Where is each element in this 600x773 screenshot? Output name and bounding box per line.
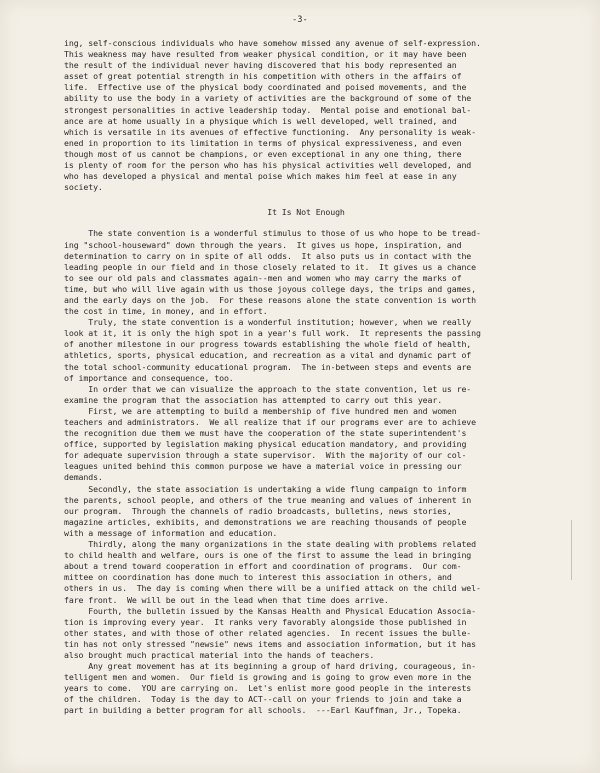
text-line: ened in proportion to its limitation in terms of physical expressiveness, and even [64, 137, 462, 148]
text-line: leading people in our field and in those closely related to it. It gives us a chance [64, 261, 476, 272]
page-number: -3- [292, 14, 308, 24]
page-edge-mark [571, 520, 572, 580]
text-line: athletics, sports, physical education, and recreation as a vital and dynamic part of [64, 350, 472, 361]
text-line: Truly, the state convention is a wonderful institution; however, when we really [64, 317, 472, 328]
paragraph [64, 606, 548, 661]
text-line: leagues united behind this common purpose we have a material voice in pressing our [64, 461, 462, 472]
text-line: Secondly, the state association is undertaking a wide flung campaign to inform [64, 483, 467, 494]
text-line: determination to carry on in spite of all odds. It also puts us in contact with the [64, 250, 472, 261]
text-line: tin has not only stressed "newsie" news items and association information, but it has [64, 638, 476, 649]
paragraph [64, 384, 548, 406]
text-line: of the children. Today is the day to ACT--call on your friends to join and take a [64, 694, 462, 705]
text-line: our program. Through the channels of radio broadcasts, bulletins, news stories, [64, 505, 452, 516]
text-line: This weakness may have resulted from weaker physical condition, or it may have been [64, 49, 467, 60]
text-line: teachers and administrators. We all realize that if our programs ever are to achieve [64, 417, 476, 427]
text-line: with a message of information and education. [64, 527, 278, 538]
text-line: Any great movement has at its beginning a group of hard driving, courageous, in- [64, 661, 476, 672]
text-line: part in building a better program for all schools. ---Earl Kauffman, Jr., Topeka. [64, 705, 462, 716]
text-line: to child health and welfare, ours is one of the first to assume the lead in bringing [64, 550, 472, 561]
text-line: fare front. We will be out in the lead when that time does arrive. [64, 594, 389, 605]
text-line: society. [64, 182, 103, 193]
paragraph [64, 406, 548, 484]
intro-paragraph [64, 38, 548, 193]
text-line: also brought much practical material into the hands of teachers. [64, 649, 375, 660]
text-line: First, we are attempting to build a membership of five hundred men and women [64, 405, 457, 416]
text-line: and the early days on the job. For these reasons alone the state convention is worth [64, 294, 476, 305]
text-line: the total school-community educational program. The in-between steps and events are [64, 361, 472, 372]
text-line: though most of us cannot be champions, or even exceptional in any one thing, there [64, 148, 462, 159]
text-line: office, supported by legislation making physical education mandatory, and providing [64, 439, 467, 450]
text-line: ing "school-houseward" down through the years. It gives us hope, inspiration, and [64, 239, 462, 250]
section-heading: It Is Not Enough [267, 207, 345, 218]
text-line: ability to use the body in a variety of activities are the background of some of the [64, 93, 472, 104]
paragraph [64, 539, 548, 606]
text-line: the result of the individual never having discovered that his body represented an [64, 60, 457, 71]
text-line: is plenty of room for the person who has his physical activities well developed, and [64, 160, 472, 171]
text-line: of another milestone in our progress towards establishing the whole field of health, [64, 339, 472, 350]
text-line: The state convention is a wonderful stimulus to those of us who hope to be tread- [64, 228, 481, 239]
text-line: ance are at home usually in a physique which is well developed, well trained, and [64, 115, 457, 126]
text-line: life. Effective use of the physical body coordinated and poised movements, and the [64, 82, 467, 93]
paragraph [64, 484, 548, 539]
paragraph [64, 661, 548, 716]
text-line: examine the program that the association has attempted to carry out this year. [64, 394, 443, 405]
text-line: to see our old pals and classmates again--men and women who may carry the marks of [64, 272, 462, 283]
paragraph [64, 228, 548, 317]
text-line: time, but who will live again with us those joyous college days, the trips and games, [64, 283, 476, 294]
section-paragraphs [64, 228, 548, 716]
text-line: tion is improving every year. It ranks very favorably alongside those published in [64, 616, 467, 627]
text-line: asset of great potential strength in his competition with others in the affairs of [64, 71, 462, 82]
text-line: the cost in time, in money, and in effort. [64, 306, 268, 317]
document-body [64, 38, 548, 717]
text-line: about a trend toward cooperation in effort and coordination of programs. Our com- [64, 561, 462, 572]
text-line: demands. [64, 472, 103, 483]
text-line: the recognition due them we must have the cooperation of the state superintendent's [64, 428, 467, 439]
text-line: years to come. YOU are carrying on. Let's enlist more good people in the interests [64, 683, 472, 694]
paragraph [64, 317, 548, 384]
text-line: others in us. The day is coming when there will be a unified attack on the child wel- [64, 583, 481, 594]
text-line: mittee on coordination has done much to interest this association in others, and [64, 572, 452, 583]
text-line: other states, and with those of other related agencies. In recent issues the bulle- [64, 627, 472, 638]
text-line: telligent men and women. Our field is growing and is going to grow even more in the [64, 672, 472, 683]
text-line: ing, self-conscious individuals who have somehow missed any avenue of self-expression. [64, 38, 481, 48]
text-line: for adequate supervision through a state supervisor. With the majority of our col- [64, 450, 467, 461]
text-line: the parents, school people, and others of the true meaning and values of inherent in [64, 494, 472, 505]
text-line: Fourth, the bulletin issued by the Kansas Health and Physical Education Associa- [64, 605, 476, 616]
text-line: magazine articles, exhibits, and demonstrations we are reaching thousands of people [64, 516, 467, 527]
text-line: strongest personalities in active leadership today. Mental poise and emotional bal- [64, 104, 472, 115]
text-line: In order that we can visualize the approach to the state convention, let us re- [64, 383, 472, 394]
text-line: Thirdly, along the many organizations in the state dealing with problems related [64, 539, 476, 550]
text-line: who has developed a physical and mental poise which makes him feel at ease in any [64, 171, 457, 182]
text-line: look at it, it is only the high spot in a year's full work. It represents the passing [64, 328, 481, 339]
text-line: of importance and consequence, too. [64, 372, 234, 383]
text-line: which is versatile in its avenues of effective functioning. Any personality is weak- [64, 126, 476, 137]
